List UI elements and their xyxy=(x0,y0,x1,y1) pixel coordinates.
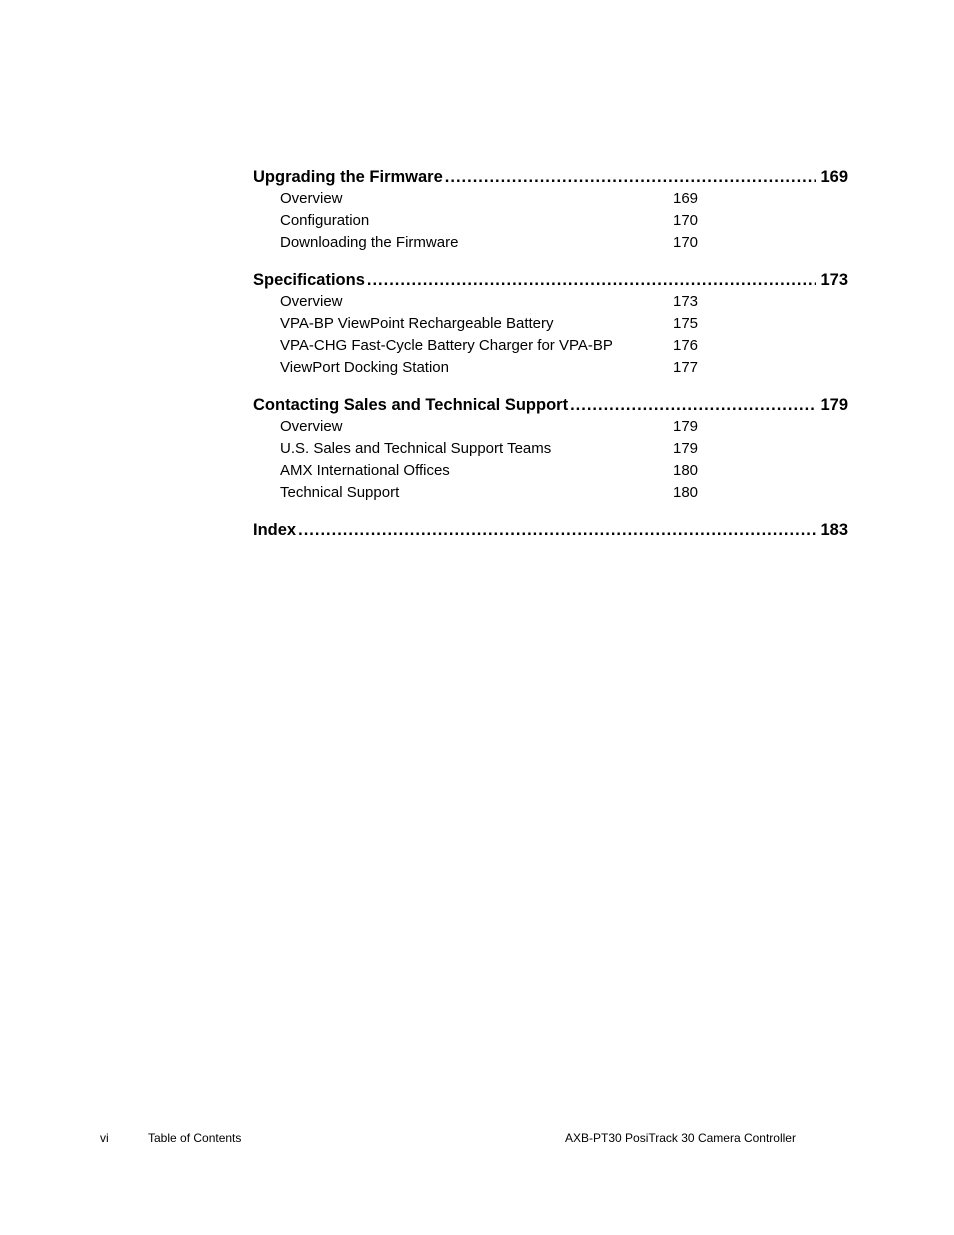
toc-entry-page: 180 xyxy=(673,484,699,501)
toc-section-heading[interactable] xyxy=(253,394,848,416)
toc-section xyxy=(253,269,848,379)
toc-section-heading[interactable] xyxy=(253,166,848,188)
toc-section-page: 173 xyxy=(820,271,848,289)
toc-entry-page: 169 xyxy=(673,190,699,207)
toc-section xyxy=(253,394,848,504)
toc-entry[interactable] xyxy=(253,210,848,232)
footer-page-number: vi xyxy=(100,1131,109,1145)
toc-entry-title: Overview xyxy=(280,190,343,207)
dot-leader xyxy=(367,269,817,291)
toc-entry[interactable] xyxy=(253,416,848,438)
toc-entry-page: 170 xyxy=(673,234,699,251)
toc-entry-title: U.S. Sales and Technical Support Teams xyxy=(280,440,552,457)
toc-entry[interactable] xyxy=(253,335,848,357)
toc-section-title: Contacting Sales and Technical Support xyxy=(253,396,569,414)
toc-entry[interactable] xyxy=(253,482,848,504)
dot-leader xyxy=(445,166,817,188)
table-of-contents xyxy=(253,166,848,556)
toc-entry-title: VPA-BP ViewPoint Rechargeable Battery xyxy=(280,315,554,332)
toc-entry-page: 177 xyxy=(673,359,699,376)
toc-section-page: 179 xyxy=(820,396,848,414)
dot-leader xyxy=(298,519,816,541)
toc-entry-page: 180 xyxy=(673,462,699,479)
toc-section-page: 169 xyxy=(820,168,848,186)
toc-entry-page: 176 xyxy=(673,337,699,354)
toc-entry[interactable] xyxy=(253,291,848,313)
toc-entry-page: 175 xyxy=(673,315,699,332)
toc-entry[interactable] xyxy=(253,188,848,210)
toc-entry[interactable] xyxy=(253,232,848,254)
toc-section-heading[interactable] xyxy=(253,269,848,291)
toc-entry-title: Technical Support xyxy=(280,484,400,501)
toc-entry-title: Overview xyxy=(280,418,343,435)
toc-section xyxy=(253,519,848,541)
toc-entry-page: 170 xyxy=(673,212,699,229)
toc-entry-page: 179 xyxy=(673,418,699,435)
footer-document-title: AXB-PT30 PosiTrack 30 Camera Controller xyxy=(565,1131,796,1145)
toc-entry[interactable] xyxy=(253,313,848,335)
toc-section-heading[interactable] xyxy=(253,519,848,541)
footer-section-name: Table of Contents xyxy=(148,1131,242,1145)
toc-entry-title: Overview xyxy=(280,293,343,310)
toc-section xyxy=(253,166,848,254)
toc-section-page: 183 xyxy=(820,521,848,539)
toc-entry[interactable] xyxy=(253,460,848,482)
toc-entry-title: ViewPort Docking Station xyxy=(280,359,449,376)
toc-section-title: Index xyxy=(253,521,297,539)
toc-entry-title: Downloading the Firmware xyxy=(280,234,459,251)
toc-entry-title: Configuration xyxy=(280,212,370,229)
dot-leader xyxy=(570,394,816,416)
toc-entry-title: AMX International Offices xyxy=(280,462,450,479)
toc-entry-page: 173 xyxy=(673,293,699,310)
toc-entry[interactable] xyxy=(253,357,848,379)
toc-entry[interactable] xyxy=(253,438,848,460)
toc-entry-title: VPA-CHG Fast-Cycle Battery Charger for VPA-BP xyxy=(280,337,613,354)
toc-entry-page: 179 xyxy=(673,440,699,457)
toc-section-title: Upgrading the Firmware xyxy=(253,168,443,186)
toc-section-title: Specifications xyxy=(253,271,365,289)
